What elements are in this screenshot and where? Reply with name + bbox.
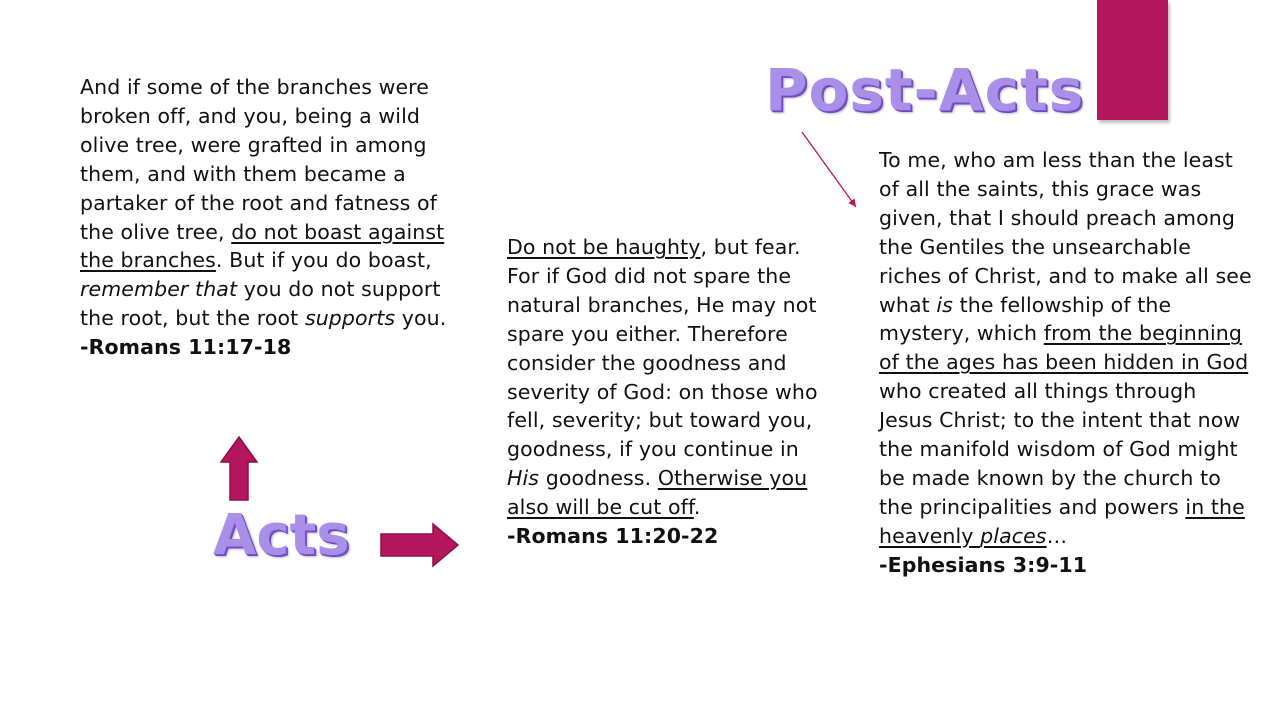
verse-reference: -Ephesians 3:9-11 (879, 552, 1088, 577)
right-arrow-icon (381, 524, 458, 566)
verse-romans-11-17-18: And if some of the branches were broken off, and you, being a wild olive tree, were grafted in among them, and with them became a partaker of the root and fatness of the olive tree, do not boast against the branches. But if you do boast, remember that you do not support the root, but the root supports you. -Romans 11:17-18 (80, 73, 452, 362)
verse-reference: -Romans 11:20-22 (507, 524, 719, 549)
verse-ephesians-3-9-11: To me, who am less than the least of all the saints, this grace was given, that I should preach among the Gentiles the unsearchable riches of Christ, and to make all see what is the fellowship of the mystery, which from the beginning of the ages has been hidden in God who created all things through Jesus Christ; to the intent that now the manifold wisdom of God might be made known by the church to the principalities and powers in the heavenly places… -Ephesians 3:9-11 (879, 146, 1254, 580)
verse-romans-11-20-22: Do not be haughty, but fear. For if God did not spare the natural branches, He may not spare you either. Therefore consider the goodness and severity of God: on those who fell, severity; but toward you, goodness, if you continue in His goodness. Otherwise you also will be cut off. -Romans 11:20-22 (507, 233, 822, 551)
verse-reference: -Romans 11:17-18 (80, 335, 292, 360)
slide-title: Post-Acts (765, 56, 1085, 124)
up-arrow-icon (221, 437, 257, 500)
pointer-arrow-icon (802, 132, 856, 207)
acts-label: Acts (213, 503, 350, 568)
